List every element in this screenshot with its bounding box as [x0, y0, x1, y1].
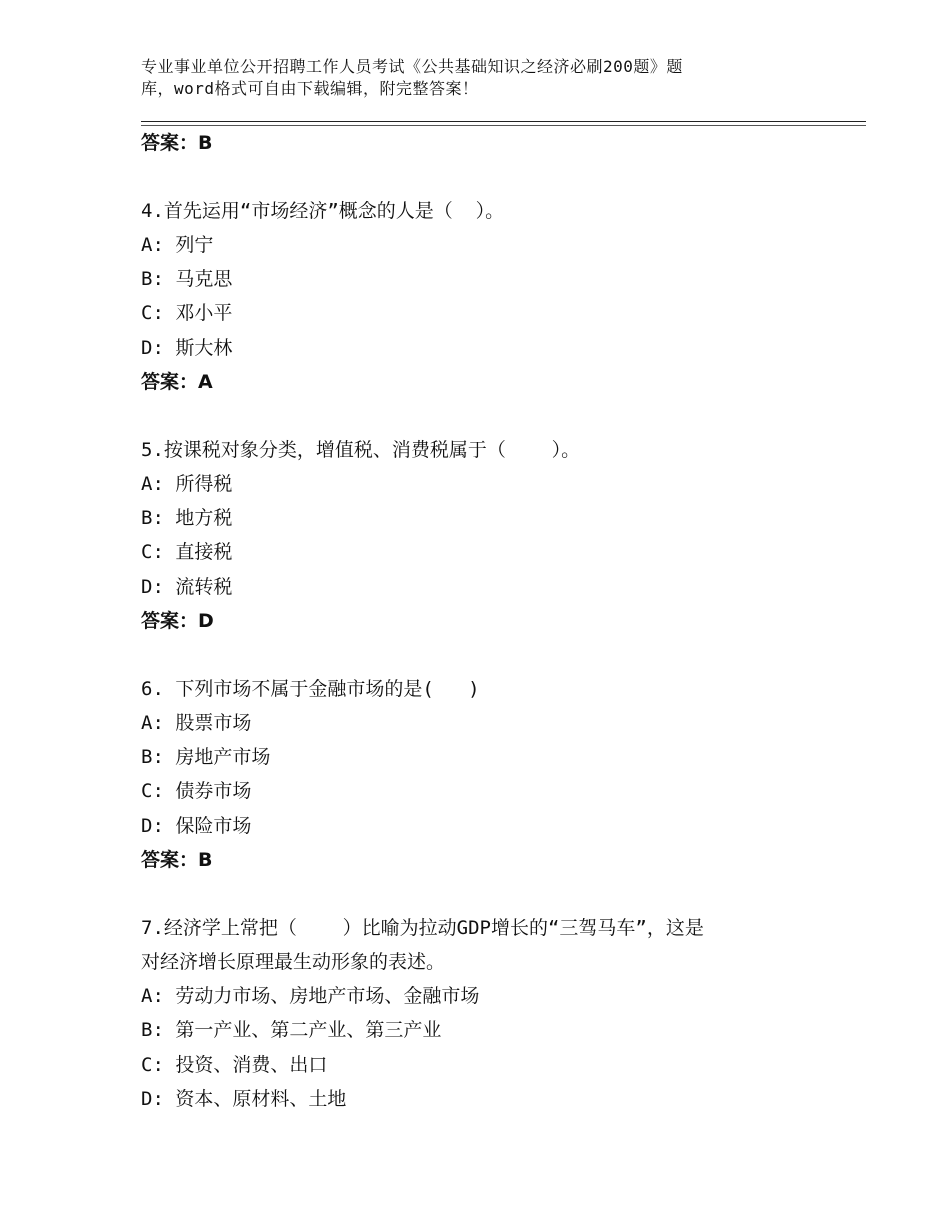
question-7-stem-line1: 7.经济学上常把（ ）比喻为拉动GDP增长的“三驾马车”，这是: [141, 917, 704, 939]
question-4-option-b: B: 马克思: [141, 268, 233, 290]
question-5-answer: 答案：D: [141, 610, 214, 632]
question-4-answer: 答案：A: [141, 371, 213, 393]
question-5-option-c: C: 直接税: [141, 541, 233, 563]
question-7-option-d: D: 资本、原材料、土地: [141, 1088, 347, 1110]
question-5-option-b: B: 地方税: [141, 507, 233, 529]
question-4-option-d: D: 斯大林: [141, 337, 233, 359]
question-4-option-c: C: 邓小平: [141, 302, 233, 324]
question-7-stem-line2: 对经济增长原理最生动形象的表述。: [141, 951, 446, 973]
question-7-option-c: C: 投资、消费、出口: [141, 1054, 328, 1076]
header-title-line2: 库，word格式可自由下载编辑，附完整答案！: [141, 79, 479, 98]
question-5-option-d: D: 流转税: [141, 576, 233, 598]
question-4-stem: 4.首先运用“市场经济”概念的人是（ ）。: [141, 200, 505, 222]
answer-q3: 答案：B: [141, 132, 213, 154]
question-5-stem: 5.按课税对象分类，增值税、消费税属于（ ）。: [141, 439, 581, 461]
question-6-option-c: C: 债券市场: [141, 780, 252, 802]
question-6-option-b: B: 房地产市场: [141, 746, 271, 768]
question-7-option-a: A: 劳动力市场、房地产市场、金融市场: [141, 985, 480, 1007]
question-6-stem: 6. 下列市场不属于金融市场的是( ): [141, 678, 480, 700]
question-4-option-a: A: 列宁: [141, 234, 214, 256]
header-divider-thin: [141, 125, 866, 126]
header-title-line1: 专业事业单位公开招聘工作人员考试《公共基础知识之经济必刷200题》题: [141, 57, 683, 76]
question-7-option-b: B: 第一产业、第二产业、第三产业: [141, 1019, 442, 1041]
document-header: [141, 56, 781, 100]
question-5-option-a: A: 所得税: [141, 473, 233, 495]
question-6-answer: 答案：B: [141, 849, 213, 871]
question-6-option-a: A: 股票市场: [141, 712, 252, 734]
header-divider-thick: [141, 121, 866, 122]
question-6-option-d: D: 保险市场: [141, 815, 252, 837]
